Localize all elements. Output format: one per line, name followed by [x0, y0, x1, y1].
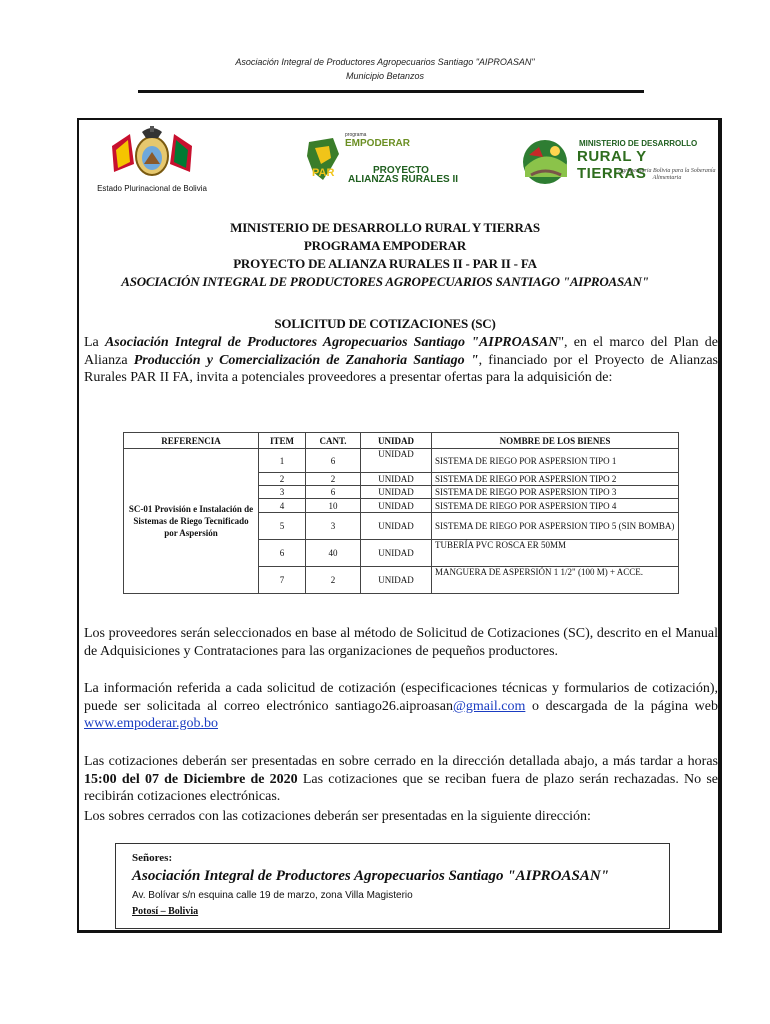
col-referencia: REFERENCIA [124, 433, 259, 449]
rural-tierras-label: RURAL Y TIERRAS [577, 148, 647, 182]
item-cell: 1 [259, 449, 306, 473]
col-cant: CANT. [306, 433, 361, 449]
deadline-paragraph [84, 753, 718, 806]
item-cell: 6 [259, 540, 306, 567]
ministerio-rural-logo [517, 135, 717, 195]
title-ministerio: MINISTERIO DE DESARROLLO RURAL Y TIERRAS [230, 220, 540, 235]
bolivia-caption: Estado Plurinacional de Bolivia [97, 184, 207, 193]
info-text-2: o descargada de la página web [525, 698, 718, 714]
rural-tagline: Agropecuaria Bolivia para la Soberanía Alimentaria [618, 168, 716, 181]
svg-text:PAR: PAR [312, 167, 335, 179]
cant-cell: 3 [306, 513, 361, 540]
nombre-cell: SISTEMA DE RIEGO POR ASPERSION TIPO 1 [432, 449, 679, 473]
cant-cell: 40 [306, 540, 361, 567]
cant-cell: 6 [306, 486, 361, 499]
cant-cell: 10 [306, 499, 361, 513]
unidad-cell: UNIDAD [361, 499, 432, 513]
col-unidad: UNIDAD [361, 433, 432, 449]
website-link[interactable]: www.empoderar.gob.bo [84, 716, 219, 731]
address-organization: Asociación Integral de Productores Agropecuarios Santiago "AIPROASAN" [132, 868, 609, 884]
envelope-paragraph: Los sobres cerrados con las cotizaciones deberán ser presentadas en la siguiente dirección: [84, 809, 591, 824]
item-cell: 2 [259, 473, 306, 486]
address-city: Potosí – Bolivia [132, 906, 199, 917]
intro-text-1: La [84, 335, 105, 350]
reference-cell: SC-01 Provisión e Instalación de Sistemas de Riego Tecnificado por Aspersión [124, 449, 259, 594]
item-cell: 5 [259, 513, 306, 540]
information-paragraph [84, 680, 718, 733]
title-solicitud: SOLICITUD DE COTIZACIONES (SC) [274, 316, 496, 331]
intro-text-3: , financiado por el Proyecto de Alianzas Rurales PAR II FA, invita a potenciales proveedores a presentar ofertas para la adquisición de: [84, 352, 719, 385]
bolivia-coat-of-arms-logo [82, 124, 222, 196]
intro-asociacion: Asociación Integral de Productores Agropecuarios Santiago "AIPROASAN [104, 335, 559, 350]
ministerio-emblem-icon [517, 137, 577, 187]
unidad-cell: UNIDAD [361, 513, 432, 540]
col-nombre: NOMBRE DE LOS BIENES [432, 433, 679, 449]
cant-cell: 6 [306, 449, 361, 473]
cant-cell: 2 [306, 473, 361, 486]
title-proyecto: PROYECTO DE ALIANZA RURALES II - PAR II - FA [233, 256, 537, 271]
nombre-cell: SISTEMA DE RIEGO POR ASPERSION TIPO 3 [432, 486, 679, 499]
intro-paragraph [84, 334, 718, 387]
nombre-cell: SISTEMA DE RIEGO POR ASPERSION TIPO 5 (SIN BOMBA) [432, 513, 679, 540]
unidad-cell: UNIDAD [361, 486, 432, 499]
par-alianzas-label: ALIANZAS RURALES II [348, 174, 458, 185]
item-cell: 7 [259, 567, 306, 594]
unidad-cell: UNIDAD [361, 540, 432, 567]
address-street: Av. Bolívar s/n esquina calle 19 de marzo, zona Villa Magisterio [132, 890, 413, 901]
nombre-cell: TUBERÍA PVC ROSCA ER 50MM [432, 540, 679, 567]
selection-paragraph: Los proveedores serán seleccionados en base al método de Solicitud de Cotizaciones (SC), descrito en el Manual de Adquisiciones y Contrataciones para las organizaciones de pequeños productores. [84, 626, 718, 659]
deadline-date: 15:00 del 07 de Diciembre de 2020 [84, 771, 298, 787]
title-asociacion: ASOCIACIÓN INTEGRAL DE PRODUCTORES AGROPECUARIOS SANTIAGO "AIPROASAN" [121, 274, 649, 289]
header-association: Asociación Integral de Productores Agropecuarios Santiago "AIPROASAN" [235, 57, 535, 67]
goods-table [123, 432, 679, 594]
deadline-text-2: Las cotizaciones que se reciban fuera de plazo serán rechazadas. No se recibirán cotizaciones electrónicas. [84, 771, 718, 804]
title-programa: PROGRAMA EMPODERAR [303, 238, 467, 253]
col-item: ITEM [259, 433, 306, 449]
email-link[interactable]: @gmail.com [452, 698, 526, 714]
nombre-cell: SISTEMA DE RIEGO POR ASPERSION TIPO 4 [432, 499, 679, 513]
intro-text-2: ", en el marco del Plan de Alianza [84, 335, 719, 368]
table-row [124, 449, 679, 473]
unidad-cell: UNIDAD [361, 449, 432, 473]
header-rule [138, 90, 644, 93]
par-emblem-icon [303, 134, 345, 184]
coat-of-arms-icon [82, 124, 222, 184]
item-cell: 3 [259, 486, 306, 499]
item-cell: 4 [259, 499, 306, 513]
par-program-label: programa [345, 132, 367, 138]
nombre-cell: MANGUERA DE ASPERSIÓN 1 1/2" (100 M) + ACCE. [432, 567, 679, 594]
nombre-cell: SISTEMA DE RIEGO POR ASPERSION TIPO 2 [432, 473, 679, 486]
address-salutation: Señores: [132, 852, 173, 864]
par-empoderar-label: EMPODERAR [345, 138, 411, 149]
unidad-cell: UNIDAD [361, 473, 432, 486]
table-header-row [124, 433, 679, 449]
intro-plan: Producción y Comercialización de Zanahoria Santiago " [133, 352, 479, 368]
unidad-cell: UNIDAD [361, 567, 432, 594]
par-empoderar-logo [303, 132, 473, 192]
header-municipality: Municipio Betanzos [345, 71, 425, 81]
cant-cell: 2 [306, 567, 361, 594]
info-text: La información referida a cada solicitud de cotización (especificaciones técnicas y formularios de cotización), puede ser solicitada al correo electrónico santiago26.aiproasan [84, 681, 718, 714]
par-proyecto-label: PROYECTO [373, 165, 429, 176]
ministerio-label: MINISTERIO DE DESARROLLO [579, 139, 698, 148]
address-box [115, 843, 670, 929]
deadline-text: Las cotizaciones deberán ser presentadas en sobre cerrado en la dirección detallada abajo, a más tardar a horas [84, 754, 718, 769]
